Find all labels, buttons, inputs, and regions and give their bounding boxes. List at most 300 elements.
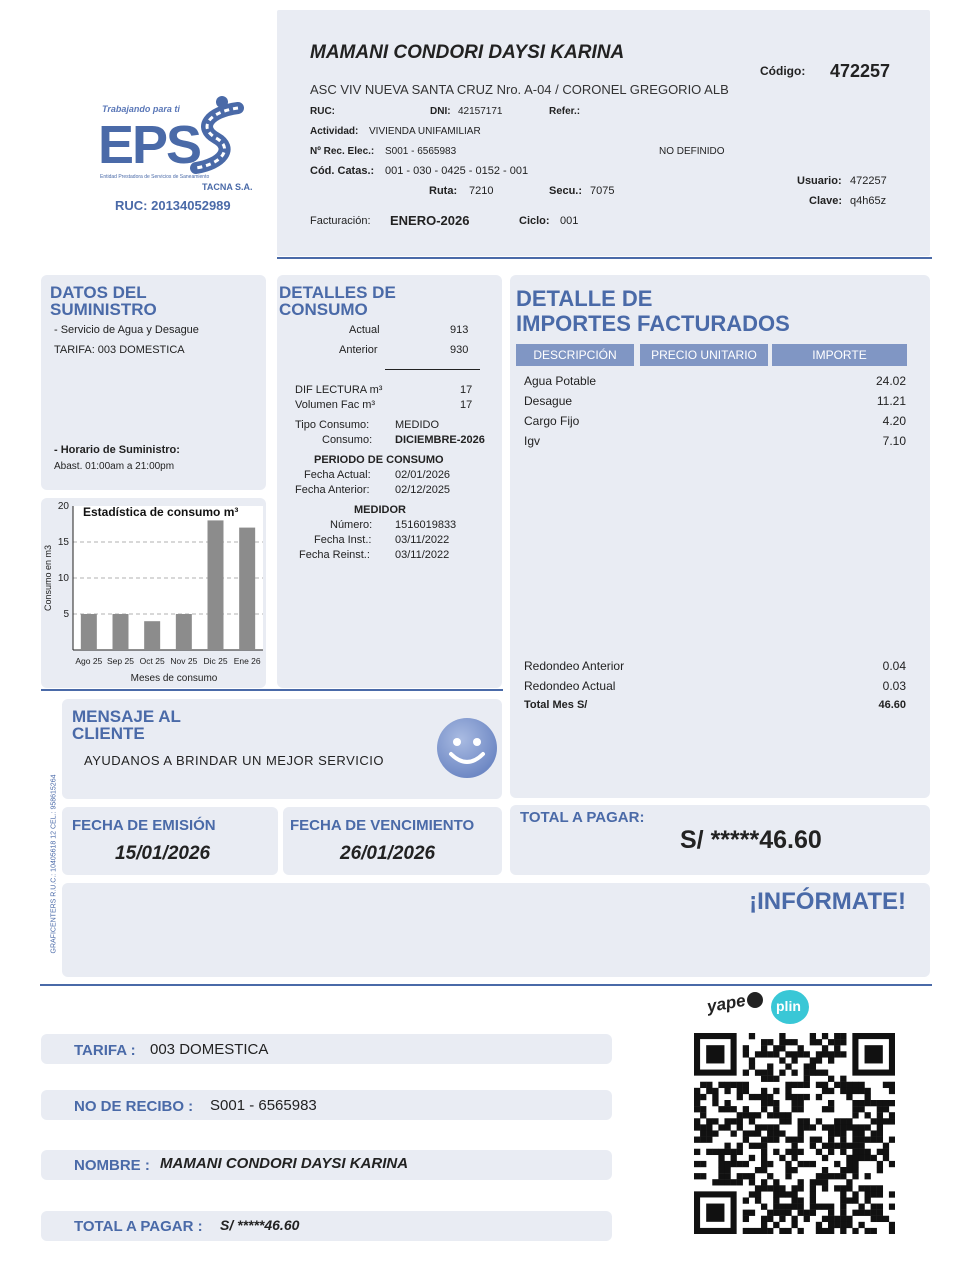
qr-module bbox=[761, 1216, 767, 1222]
qr-module bbox=[737, 1118, 743, 1124]
qr-module bbox=[877, 1210, 883, 1216]
qr-module bbox=[798, 1124, 804, 1130]
qr-module bbox=[761, 1222, 767, 1228]
qr-module bbox=[700, 1137, 706, 1143]
qr-module bbox=[822, 1051, 828, 1057]
qr-module bbox=[791, 1216, 797, 1222]
qr-module bbox=[700, 1106, 706, 1112]
qr-module bbox=[773, 1204, 779, 1210]
ruta-value: 7210 bbox=[469, 185, 494, 197]
qr-module bbox=[816, 1057, 822, 1063]
qr-module bbox=[816, 1173, 822, 1179]
total-mes-label: Total Mes S/ bbox=[524, 699, 588, 711]
logo-tagline: Trabajando para ti bbox=[102, 104, 180, 114]
qr-module bbox=[828, 1039, 834, 1045]
qr-module bbox=[804, 1082, 810, 1088]
consumo-panel bbox=[277, 275, 502, 688]
qr-finder-inner bbox=[706, 1204, 724, 1222]
chart-bar bbox=[144, 621, 160, 650]
qr-module bbox=[761, 1106, 767, 1112]
ciclo-value: 001 bbox=[560, 215, 579, 227]
qr-module bbox=[840, 1137, 846, 1143]
actual-label: Actual bbox=[349, 324, 380, 336]
qr-module bbox=[767, 1063, 773, 1069]
stub-recibo bbox=[41, 1090, 612, 1120]
qr-module bbox=[865, 1088, 871, 1094]
qr-module bbox=[877, 1204, 883, 1210]
qr-module bbox=[804, 1161, 810, 1167]
qr-module bbox=[761, 1088, 767, 1094]
qr-module bbox=[804, 1051, 810, 1057]
qr-module bbox=[767, 1216, 773, 1222]
qr-module bbox=[761, 1039, 767, 1045]
qr-module bbox=[743, 1082, 749, 1088]
qr-module bbox=[737, 1124, 743, 1130]
qr-module bbox=[883, 1143, 889, 1149]
qr-module bbox=[785, 1173, 791, 1179]
facturacion-label: Facturación: bbox=[310, 215, 371, 227]
qr-module bbox=[712, 1149, 718, 1155]
qr-module bbox=[858, 1185, 864, 1191]
qr-module bbox=[694, 1161, 700, 1167]
qr-module bbox=[798, 1137, 804, 1143]
chart-x-tick-label: Nov 25 bbox=[170, 656, 198, 666]
qr-module bbox=[822, 1045, 828, 1051]
qr-module bbox=[718, 1106, 724, 1112]
qr-module bbox=[798, 1228, 804, 1234]
qr-module bbox=[779, 1155, 785, 1161]
qr-module bbox=[718, 1179, 724, 1185]
qr-module bbox=[871, 1204, 877, 1210]
qr-module bbox=[846, 1082, 852, 1088]
qr-module bbox=[791, 1149, 797, 1155]
qr-module bbox=[779, 1033, 785, 1039]
qr-module bbox=[767, 1124, 773, 1130]
qr-module bbox=[828, 1216, 834, 1222]
qr-module bbox=[718, 1161, 724, 1167]
qr-module bbox=[816, 1137, 822, 1143]
qr-module bbox=[822, 1204, 828, 1210]
qr-module bbox=[816, 1094, 822, 1100]
qr-module bbox=[755, 1112, 761, 1118]
qr-module bbox=[724, 1173, 730, 1179]
qr-module bbox=[731, 1161, 737, 1167]
qr-module bbox=[804, 1210, 810, 1216]
redondeo-anterior-row bbox=[524, 659, 906, 673]
chart-y-tick-label: 10 bbox=[57, 573, 69, 584]
qr-module bbox=[767, 1112, 773, 1118]
qr-module bbox=[828, 1173, 834, 1179]
qr-module bbox=[749, 1094, 755, 1100]
stub-recibo-value: S001 - 6565983 bbox=[210, 1097, 317, 1114]
qr-module bbox=[798, 1051, 804, 1057]
qr-module bbox=[840, 1185, 846, 1191]
qr-module bbox=[791, 1137, 797, 1143]
qr-module bbox=[785, 1149, 791, 1155]
stub-nombre-value: MAMANI CONDORI DAYSI KARINA bbox=[160, 1155, 409, 1172]
numero-value: 1516019833 bbox=[395, 519, 457, 531]
qr-module bbox=[865, 1191, 871, 1197]
qr-module bbox=[883, 1149, 889, 1155]
qr-module bbox=[779, 1039, 785, 1045]
qr-module bbox=[852, 1167, 858, 1173]
qr-module bbox=[755, 1228, 761, 1234]
qr-module bbox=[743, 1130, 749, 1136]
qr-module bbox=[828, 1130, 834, 1136]
qr-module bbox=[694, 1137, 700, 1143]
qr-module bbox=[749, 1118, 755, 1124]
qr-module bbox=[846, 1124, 852, 1130]
qr-module bbox=[846, 1197, 852, 1203]
chart-bar bbox=[239, 528, 255, 650]
qr-module bbox=[846, 1155, 852, 1161]
qr-module bbox=[706, 1130, 712, 1136]
qr-module bbox=[773, 1210, 779, 1216]
qr-module bbox=[749, 1155, 755, 1161]
qr-module bbox=[889, 1191, 895, 1197]
qr-module bbox=[700, 1161, 706, 1167]
qr-finder-inner bbox=[706, 1045, 724, 1063]
qr-module bbox=[724, 1106, 730, 1112]
qr-module bbox=[828, 1149, 834, 1155]
qr-module bbox=[798, 1204, 804, 1210]
qr-module bbox=[712, 1094, 718, 1100]
qr-module bbox=[779, 1045, 785, 1051]
qr-module bbox=[737, 1179, 743, 1185]
qr-module bbox=[852, 1137, 858, 1143]
qr-module bbox=[840, 1124, 846, 1130]
horario-value: Abast. 01:00am a 21:00pm bbox=[54, 461, 175, 472]
qr-module bbox=[810, 1161, 816, 1167]
qr-module bbox=[810, 1124, 816, 1130]
qr-module bbox=[785, 1112, 791, 1118]
qr-module bbox=[871, 1210, 877, 1216]
qr-module bbox=[706, 1082, 712, 1088]
qr-module bbox=[700, 1082, 706, 1088]
qr-module bbox=[749, 1063, 755, 1069]
qr-module bbox=[731, 1149, 737, 1155]
qr-module bbox=[694, 1149, 700, 1155]
secu-value: 7075 bbox=[590, 185, 615, 197]
plin-text: plin bbox=[776, 998, 801, 1014]
qr-module bbox=[706, 1124, 712, 1130]
medidor-title: MEDIDOR bbox=[354, 504, 406, 516]
usuario-value: 472257 bbox=[850, 175, 887, 187]
qr-module bbox=[712, 1118, 718, 1124]
no-definido: NO DEFINIDO bbox=[659, 146, 725, 157]
qr-module bbox=[785, 1161, 791, 1167]
qr-module bbox=[804, 1118, 810, 1124]
qr-module bbox=[828, 1057, 834, 1063]
qr-module bbox=[785, 1118, 791, 1124]
qr-module bbox=[731, 1082, 737, 1088]
logo-ruc: RUC: 20134052989 bbox=[115, 198, 231, 213]
fecha-inst-label: Fecha Inst.: bbox=[314, 534, 372, 546]
qr-module bbox=[761, 1167, 767, 1173]
qr-module bbox=[840, 1039, 846, 1045]
anterior-label: Anterior bbox=[339, 344, 378, 356]
qr-module bbox=[858, 1137, 864, 1143]
yape-badge-icon bbox=[747, 992, 763, 1008]
qr-module bbox=[877, 1124, 883, 1130]
total-label: TOTAL A PAGAR: bbox=[520, 809, 645, 826]
qr-module bbox=[798, 1149, 804, 1155]
qr-module bbox=[761, 1045, 767, 1051]
catas-label: Cód. Catas.: bbox=[310, 165, 375, 177]
qr-module bbox=[724, 1082, 730, 1088]
qr-module bbox=[785, 1210, 791, 1216]
qr-module bbox=[773, 1106, 779, 1112]
qr-module bbox=[871, 1185, 877, 1191]
qr-module bbox=[889, 1100, 895, 1106]
qr-module bbox=[731, 1179, 737, 1185]
qr-module bbox=[779, 1216, 785, 1222]
qr-module bbox=[852, 1228, 858, 1234]
mensaje-text: AYUDANOS A BRINDAR UN MEJOR SERVICIO bbox=[84, 753, 384, 768]
qr-module bbox=[889, 1082, 895, 1088]
suministro-tarifa: TARIFA: 003 DOMESTICA bbox=[54, 344, 185, 356]
qr-module bbox=[865, 1100, 871, 1106]
qr-module bbox=[785, 1082, 791, 1088]
qr-module bbox=[816, 1179, 822, 1185]
qr-module bbox=[798, 1130, 804, 1136]
qr-module bbox=[840, 1197, 846, 1203]
importes-title-line1: DETALLE DE bbox=[516, 286, 653, 311]
stub-nombre-label: NOMBRE : bbox=[74, 1157, 150, 1174]
mensaje-title: MENSAJE AL CLIENTE bbox=[72, 707, 181, 743]
redondeo-anterior-label: Redondeo Anterior bbox=[524, 659, 625, 673]
header-rule bbox=[277, 257, 932, 259]
redondeo-actual-row bbox=[524, 679, 906, 693]
qr-module bbox=[694, 1100, 700, 1106]
total-amount: S/ *****46.60 bbox=[680, 826, 822, 854]
qr-module bbox=[791, 1057, 797, 1063]
chart-x-tick-label: Ago 25 bbox=[75, 656, 103, 666]
qr-module bbox=[749, 1057, 755, 1063]
qr-module bbox=[700, 1130, 706, 1136]
qr-module bbox=[828, 1124, 834, 1130]
qr-module bbox=[883, 1082, 889, 1088]
qr-module bbox=[737, 1161, 743, 1167]
qr-module bbox=[779, 1228, 785, 1234]
table-row bbox=[524, 374, 906, 388]
qr-module bbox=[743, 1228, 749, 1234]
qr-module bbox=[785, 1191, 791, 1197]
qr-module bbox=[822, 1124, 828, 1130]
qr-module bbox=[840, 1228, 846, 1234]
chart-bar bbox=[176, 614, 192, 650]
chart-x-tick-label: Sep 25 bbox=[107, 656, 134, 666]
qr-module bbox=[852, 1191, 858, 1197]
qr-module bbox=[858, 1143, 864, 1149]
qr-module bbox=[858, 1100, 864, 1106]
qr-module bbox=[798, 1082, 804, 1088]
qr-module bbox=[822, 1143, 828, 1149]
qr-module bbox=[871, 1100, 877, 1106]
qr-module bbox=[840, 1173, 846, 1179]
qr-module bbox=[761, 1179, 767, 1185]
qr-module bbox=[871, 1191, 877, 1197]
qr-module bbox=[724, 1088, 730, 1094]
emision-date: 15/01/2026 bbox=[115, 843, 211, 864]
qr-module bbox=[810, 1070, 816, 1076]
qr-module bbox=[724, 1124, 730, 1130]
qr-module bbox=[883, 1118, 889, 1124]
qr-module bbox=[724, 1149, 730, 1155]
qr-module bbox=[785, 1228, 791, 1234]
catas-value: 001 - 030 - 0425 - 0152 - 001 bbox=[385, 165, 529, 177]
qr-module bbox=[852, 1161, 858, 1167]
qr-module bbox=[755, 1167, 761, 1173]
qr-module bbox=[743, 1173, 749, 1179]
qr-module bbox=[761, 1149, 767, 1155]
qr-module bbox=[834, 1185, 840, 1191]
qr-module bbox=[761, 1143, 767, 1149]
qr-module bbox=[798, 1045, 804, 1051]
importes-title-line2: IMPORTES FACTURADOS bbox=[516, 311, 790, 336]
qr-module bbox=[785, 1039, 791, 1045]
qr-module bbox=[749, 1210, 755, 1216]
qr-module bbox=[858, 1124, 864, 1130]
qr-module bbox=[828, 1204, 834, 1210]
qr-module bbox=[773, 1185, 779, 1191]
emision-label: FECHA DE EMISIÓN bbox=[72, 817, 216, 834]
qr-module bbox=[810, 1191, 816, 1197]
cut-rule bbox=[40, 984, 932, 986]
qr-module bbox=[712, 1100, 718, 1106]
qr-module bbox=[877, 1118, 883, 1124]
col-precio-unitario: PRECIO UNITARIO bbox=[640, 344, 768, 366]
qr-module bbox=[773, 1076, 779, 1082]
qr-module bbox=[816, 1082, 822, 1088]
qr-module bbox=[858, 1210, 864, 1216]
qr-module bbox=[877, 1106, 883, 1112]
qr-module bbox=[834, 1039, 840, 1045]
qr-module bbox=[785, 1088, 791, 1094]
qr-module bbox=[773, 1179, 779, 1185]
qr-module bbox=[858, 1106, 864, 1112]
qr-module bbox=[718, 1173, 724, 1179]
qr-module bbox=[804, 1124, 810, 1130]
qr-module bbox=[828, 1100, 834, 1106]
fecha-actual-label: Fecha Actual: bbox=[304, 469, 371, 481]
qr-module bbox=[749, 1143, 755, 1149]
stub-nombre bbox=[41, 1150, 612, 1180]
qr-module bbox=[773, 1051, 779, 1057]
qr-module bbox=[773, 1112, 779, 1118]
qr-module bbox=[877, 1100, 883, 1106]
qr-module bbox=[822, 1228, 828, 1234]
qr-module bbox=[712, 1088, 718, 1094]
qr-module bbox=[694, 1173, 700, 1179]
qr-module bbox=[724, 1118, 730, 1124]
qr-module bbox=[852, 1149, 858, 1155]
row-desc: Agua Potable bbox=[524, 374, 597, 388]
qr-module bbox=[743, 1106, 749, 1112]
qr-module bbox=[761, 1185, 767, 1191]
qr-module bbox=[798, 1106, 804, 1112]
qr-module bbox=[761, 1100, 767, 1106]
qr-module bbox=[852, 1106, 858, 1112]
qr-module bbox=[718, 1082, 724, 1088]
fecha-actual-value: 02/01/2026 bbox=[395, 469, 451, 481]
dif-label: DIF LECTURA m³ bbox=[295, 384, 383, 396]
qr-module bbox=[773, 1045, 779, 1051]
qr-module bbox=[767, 1070, 773, 1076]
vencimiento-label: FECHA DE VENCIMIENTO bbox=[290, 817, 475, 834]
codigo-label: Código: bbox=[760, 64, 806, 78]
qr-module bbox=[694, 1106, 700, 1112]
qr-module bbox=[731, 1130, 737, 1136]
row-desc: Desague bbox=[524, 394, 573, 408]
qr-module bbox=[816, 1228, 822, 1234]
row-desc: Igv bbox=[524, 434, 541, 448]
qr-module bbox=[828, 1076, 834, 1082]
qr-module bbox=[804, 1063, 810, 1069]
qr-module bbox=[883, 1216, 889, 1222]
ciclo-label: Ciclo: bbox=[519, 215, 550, 227]
table-row bbox=[524, 394, 906, 408]
qr-module bbox=[761, 1228, 767, 1234]
qr-module bbox=[706, 1149, 712, 1155]
qr-module bbox=[785, 1063, 791, 1069]
qr-module bbox=[840, 1222, 846, 1228]
qr-module bbox=[840, 1088, 846, 1094]
qr-module bbox=[798, 1179, 804, 1185]
qr-module bbox=[840, 1118, 846, 1124]
qr-module bbox=[822, 1216, 828, 1222]
total-mes-value: 46.60 bbox=[878, 699, 906, 711]
qr-module bbox=[889, 1228, 895, 1234]
qr-module bbox=[737, 1149, 743, 1155]
qr-module bbox=[743, 1216, 749, 1222]
qr-module bbox=[877, 1161, 883, 1167]
total-mes-row bbox=[524, 699, 906, 711]
qr-module bbox=[810, 1137, 816, 1143]
chart-x-tick-label: Oct 25 bbox=[139, 656, 165, 666]
chart-bar bbox=[113, 614, 129, 650]
qr-module bbox=[858, 1155, 864, 1161]
qr-module bbox=[761, 1124, 767, 1130]
qr-module bbox=[810, 1204, 816, 1210]
qr-module bbox=[871, 1155, 877, 1161]
qr-module bbox=[865, 1094, 871, 1100]
qr-module bbox=[828, 1051, 834, 1057]
qr-module bbox=[773, 1100, 779, 1106]
smiley-icon bbox=[435, 716, 499, 780]
qr-module bbox=[846, 1088, 852, 1094]
chart-x-tick-label: Dic 25 bbox=[203, 656, 228, 666]
qr-module bbox=[865, 1155, 871, 1161]
qr-module bbox=[749, 1033, 755, 1039]
qr-module bbox=[785, 1204, 791, 1210]
qr-module bbox=[883, 1155, 889, 1161]
qr-module bbox=[852, 1173, 858, 1179]
qr-module bbox=[749, 1130, 755, 1136]
qr-module bbox=[791, 1082, 797, 1088]
qr-module bbox=[865, 1228, 871, 1234]
qr-module bbox=[852, 1130, 858, 1136]
qr-module bbox=[828, 1228, 834, 1234]
qr-module bbox=[889, 1137, 895, 1143]
qr-module bbox=[852, 1143, 858, 1149]
qr-finder-inner bbox=[865, 1045, 883, 1063]
qr-module bbox=[694, 1124, 700, 1130]
qr-module bbox=[785, 1137, 791, 1143]
qr-module bbox=[804, 1094, 810, 1100]
qr-module bbox=[743, 1137, 749, 1143]
qr-module bbox=[822, 1088, 828, 1094]
